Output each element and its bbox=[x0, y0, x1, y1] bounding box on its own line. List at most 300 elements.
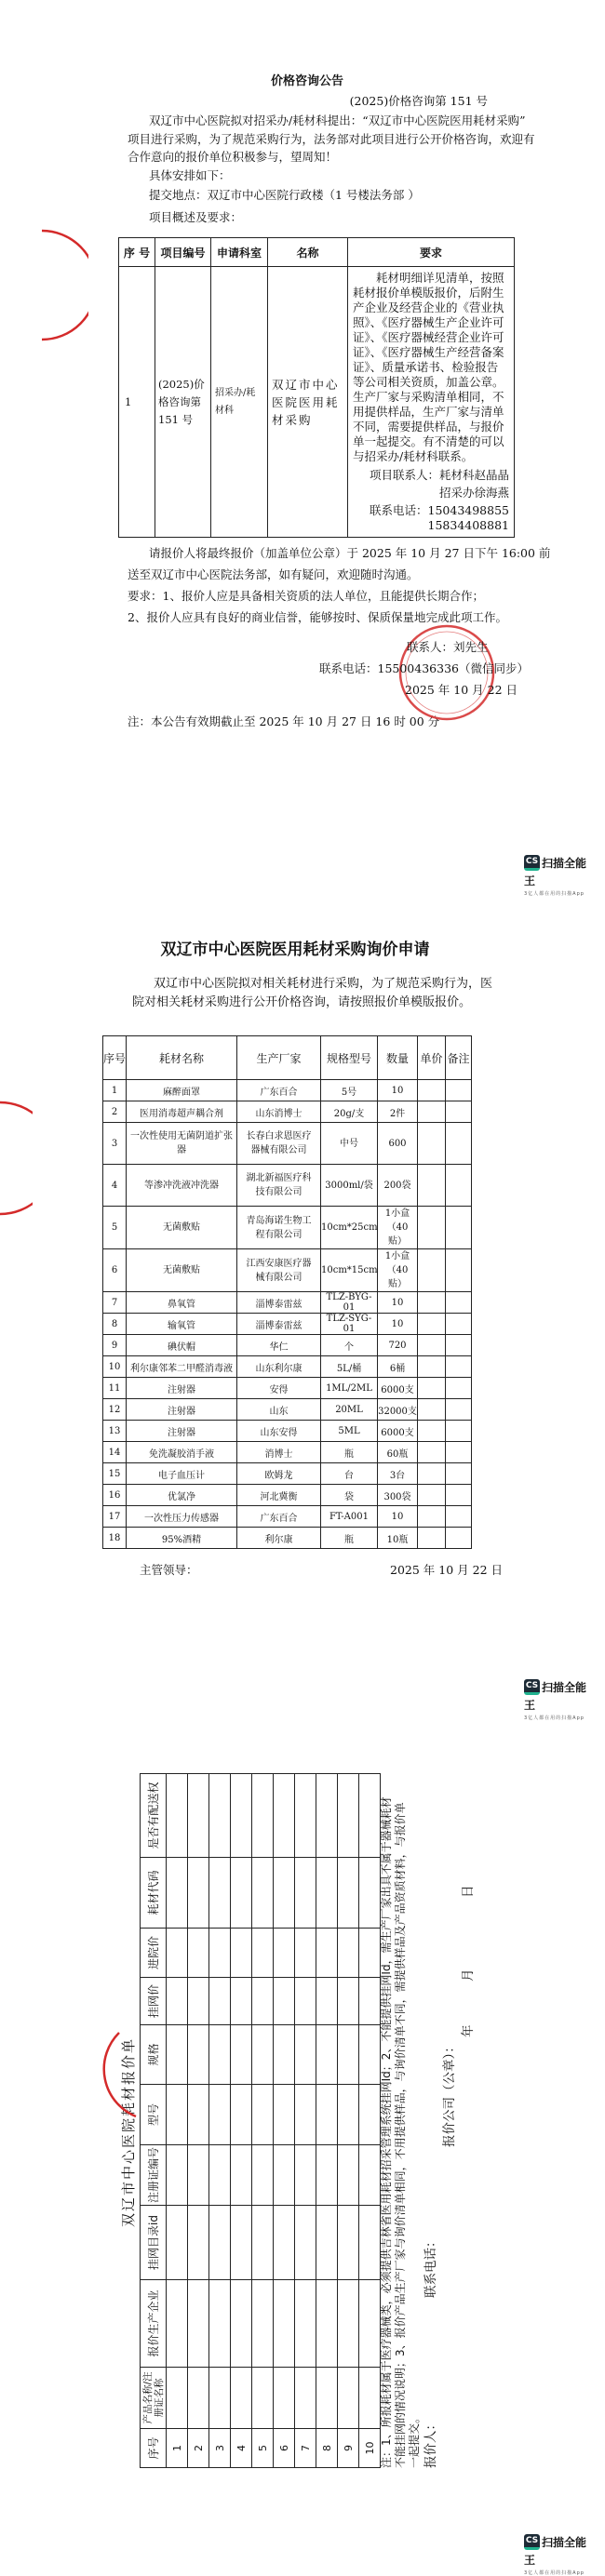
cell-quantity: 720 bbox=[378, 1335, 418, 1356]
cell-requirement bbox=[348, 267, 515, 538]
table-row bbox=[231, 1774, 252, 2468]
cell-no: 10 bbox=[359, 2429, 381, 2468]
cell-empty[interactable] bbox=[188, 1774, 209, 1858]
requirement-1: 要求：1、报价人应是具备相关资质的法人单位，且能提供长期合作； bbox=[128, 589, 484, 603]
deadline-line: 请报价人将最终报价（加盖单位公章）于 2025 年 10 月 27 日下午 16:00 前 bbox=[149, 546, 551, 560]
cell-empty[interactable] bbox=[274, 2280, 295, 2368]
camscanner-watermark bbox=[524, 2532, 597, 2576]
contact-person: 联系人：刘先生 bbox=[407, 640, 489, 654]
cell-empty[interactable] bbox=[295, 2025, 316, 2085]
cell-empty[interactable] bbox=[167, 1978, 188, 2025]
quotation-notes bbox=[380, 1796, 422, 2468]
table-row bbox=[188, 1774, 209, 2468]
cell-name: 电子血压计 bbox=[127, 1463, 237, 1485]
cell-empty[interactable] bbox=[359, 2206, 381, 2280]
cell-no: 6 bbox=[274, 2429, 295, 2468]
cell-remark bbox=[446, 1442, 472, 1463]
cell-empty[interactable] bbox=[359, 2368, 381, 2429]
table-row bbox=[103, 1506, 472, 1528]
cell-name: 等渗冲洗液冲洗器 bbox=[127, 1165, 237, 1207]
header-cell: 规格 bbox=[141, 2025, 167, 2085]
camscanner-watermark bbox=[524, 1677, 597, 1721]
cell-spec: 20ML bbox=[321, 1399, 378, 1421]
cell-unit-price bbox=[418, 1442, 446, 1463]
page-3-quotation-form bbox=[114, 1768, 486, 2475]
header-cell: 生产厂家 bbox=[237, 1036, 321, 1080]
cell-empty[interactable] bbox=[274, 2025, 295, 2085]
cell-unit-price bbox=[418, 1249, 446, 1292]
cell-remark bbox=[446, 1378, 472, 1399]
cell-empty[interactable] bbox=[338, 1774, 359, 1858]
page-title: 价格咨询公告 bbox=[270, 74, 343, 88]
cell-quantity: 10 bbox=[378, 1080, 418, 1101]
overview-heading: 项目概述及要求： bbox=[149, 210, 243, 224]
cell-no: 8 bbox=[103, 1314, 127, 1335]
intro-line: 项目进行采购，为了规范采购行为，法务部对此项目进行公开价格咨询，欢迎有 bbox=[128, 132, 535, 146]
phone-line: 联系电话：15043498855 bbox=[370, 503, 509, 517]
cell-spec: 20g/支 bbox=[321, 1101, 378, 1123]
cell-name: 麻醉面罩 bbox=[127, 1080, 237, 1101]
cell-remark bbox=[446, 1080, 472, 1101]
cell-no: 11 bbox=[103, 1378, 127, 1399]
deadline-line: 送至双辽市中心医院法务部，如有疑问，欢迎随时沟通。 bbox=[128, 567, 419, 581]
cell-empty[interactable] bbox=[231, 2085, 252, 2145]
validity-note: 注：本公告有效期截止至 2025 年 10 月 27 日 16 时 00 分 bbox=[128, 714, 440, 728]
intro-line: 合作意向的报价单位积极参与，望周知！ bbox=[128, 150, 338, 164]
cell-empty[interactable] bbox=[209, 2280, 231, 2368]
cell-empty[interactable] bbox=[188, 2206, 209, 2280]
header-cell: 备注 bbox=[446, 1036, 472, 1080]
cell-manufacturer: 青岛海诺生物工程有限公司 bbox=[237, 1207, 321, 1249]
contact-line: 招采办徐海燕 bbox=[438, 486, 509, 500]
cell-spec: TLZ-SYG-01 bbox=[321, 1314, 378, 1335]
cell-manufacturer: 淄博泰雷兹 bbox=[237, 1292, 321, 1314]
cell-empty[interactable] bbox=[231, 1774, 252, 1858]
cell-empty[interactable] bbox=[295, 2206, 316, 2280]
camscanner-logo-icon: CS bbox=[524, 1679, 540, 1695]
table-row bbox=[103, 1101, 472, 1123]
cell-quantity: 6桶 bbox=[378, 1356, 418, 1378]
cell-empty[interactable] bbox=[274, 2145, 295, 2206]
table-row bbox=[103, 1123, 472, 1165]
cell-empty[interactable] bbox=[188, 1929, 209, 1978]
watermark-tagline: 3亿人都在用的扫描App bbox=[524, 891, 585, 897]
cell-no: 1 bbox=[167, 2429, 188, 2468]
cell-no: 4 bbox=[231, 2429, 252, 2468]
cell-name: 无菌敷贴 bbox=[127, 1207, 237, 1249]
cell-empty[interactable] bbox=[231, 1929, 252, 1978]
cell-empty[interactable] bbox=[209, 2368, 231, 2429]
cell-quantity: 60瓶 bbox=[378, 1442, 418, 1463]
cell-remark bbox=[446, 1335, 472, 1356]
cell-empty[interactable] bbox=[231, 1858, 252, 1929]
page-2-body-flow bbox=[0, 1035, 605, 1581]
cell-unit-price bbox=[418, 1463, 446, 1485]
cell-empty[interactable] bbox=[359, 1774, 381, 1858]
cell-empty[interactable] bbox=[295, 1774, 316, 1858]
project-table bbox=[118, 237, 515, 538]
cell-unit-price bbox=[418, 1207, 446, 1249]
cell-no: 1 bbox=[103, 1080, 127, 1101]
cell-empty[interactable] bbox=[167, 1774, 188, 1858]
cell-name: 医用消毒超声耦合剂 bbox=[127, 1101, 237, 1123]
cell-no: 14 bbox=[103, 1442, 127, 1463]
cell-quantity: 10 bbox=[378, 1292, 418, 1314]
table-row bbox=[103, 1292, 472, 1314]
cell-empty[interactable] bbox=[338, 1978, 359, 2025]
cell-empty[interactable] bbox=[167, 2368, 188, 2429]
cell-spec: 中号 bbox=[321, 1123, 378, 1165]
cell-no: 5 bbox=[103, 1207, 127, 1249]
cell-no: 5 bbox=[252, 2429, 274, 2468]
cell-empty[interactable] bbox=[252, 2085, 274, 2145]
intro-line: 院对相关耗材采购进行公开价格咨询，请按照报价单模版报价。 bbox=[132, 995, 472, 1009]
cell-remark bbox=[446, 1421, 472, 1442]
cell-empty[interactable] bbox=[316, 2206, 338, 2280]
intro-line: 双辽市中心医院拟对相关耗材进行采购，为了规范采购行为，医 bbox=[154, 977, 493, 991]
cell-name: 免洗凝胶消手液 bbox=[127, 1442, 237, 1463]
header-cell: 挂网价 bbox=[141, 1978, 167, 2025]
cell-name: 注射器 bbox=[127, 1378, 237, 1399]
cell-unit-price bbox=[418, 1485, 446, 1506]
cell-empty[interactable] bbox=[274, 2085, 295, 2145]
cell-empty[interactable] bbox=[274, 1774, 295, 1858]
cell-empty[interactable] bbox=[274, 1978, 295, 2025]
requirement-2: 2、报价人应具有良好的商业信誉，能够按时、保质保量地完成此项工作。 bbox=[128, 610, 507, 624]
table-row bbox=[103, 1335, 472, 1356]
cell-manufacturer: 消博士 bbox=[237, 1442, 321, 1463]
inquiry-date: 2025 年 10 月 22 日 bbox=[390, 1563, 503, 1577]
cell-empty[interactable] bbox=[359, 2085, 381, 2145]
cell-no: 12 bbox=[103, 1399, 127, 1421]
page-1-body-flow bbox=[0, 237, 605, 730]
header-dept: 申请科室 bbox=[211, 238, 268, 267]
cell-empty[interactable] bbox=[359, 2025, 381, 2085]
cell-spec: 袋 bbox=[321, 1485, 378, 1506]
cell-unit-price bbox=[418, 1399, 446, 1421]
cell-quantity: 600 bbox=[378, 1123, 418, 1165]
cell-empty[interactable] bbox=[167, 2145, 188, 2206]
cell-remark bbox=[446, 1101, 472, 1123]
table-row bbox=[103, 1528, 472, 1549]
cell-empty[interactable] bbox=[252, 1858, 274, 1929]
contact-phone: 联系电话：15500436336（微信同步） bbox=[319, 661, 529, 675]
cell-empty[interactable] bbox=[167, 1858, 188, 1929]
cell-empty[interactable] bbox=[338, 2085, 359, 2145]
header-cell: 数量 bbox=[378, 1036, 418, 1080]
cell-unit-price bbox=[418, 1101, 446, 1123]
cell-empty[interactable] bbox=[338, 2145, 359, 2206]
table-row bbox=[274, 1774, 295, 2468]
cell-empty[interactable] bbox=[274, 2206, 295, 2280]
header-cell: 报价生产企业 bbox=[141, 2280, 167, 2368]
cell-empty[interactable] bbox=[359, 1929, 381, 1978]
table-row bbox=[103, 1421, 472, 1442]
table-row bbox=[359, 1774, 381, 2468]
cell-empty[interactable] bbox=[295, 2368, 316, 2429]
cell-empty[interactable] bbox=[316, 1858, 338, 1929]
table-row bbox=[119, 267, 515, 538]
table-row bbox=[103, 1378, 472, 1399]
cell-empty[interactable] bbox=[252, 2145, 274, 2206]
cell-unit-price bbox=[418, 1421, 446, 1442]
table-row bbox=[103, 1442, 472, 1463]
cell-spec: 个 bbox=[321, 1335, 378, 1356]
cell-empty[interactable] bbox=[295, 2085, 316, 2145]
cell-empty[interactable] bbox=[338, 2280, 359, 2368]
cell-manufacturer: 利尔康 bbox=[237, 1528, 321, 1549]
header-requirement: 要求 bbox=[348, 238, 515, 267]
cell-empty[interactable] bbox=[188, 2085, 209, 2145]
note-line: 注：1、所报耗材属于医疗器械类，必须提供吉林省医用耗材招采管理系统挂网Id；2、不能提供挂网Id，需生产厂家出具不属于器械耗材 bbox=[380, 1796, 393, 2468]
cell-empty[interactable] bbox=[231, 2206, 252, 2280]
cell-manufacturer: 山东 bbox=[237, 1399, 321, 1421]
cell-quantity: 1小盒（40贴） bbox=[378, 1207, 418, 1249]
cell-remark bbox=[446, 1463, 472, 1485]
cell-unit-price bbox=[418, 1378, 446, 1399]
cell-empty[interactable] bbox=[252, 2206, 274, 2280]
cell-no: 2 bbox=[103, 1101, 127, 1123]
cell-empty[interactable] bbox=[209, 1774, 231, 1858]
cell-empty[interactable] bbox=[188, 2368, 209, 2429]
cell-no: 3 bbox=[103, 1123, 127, 1165]
cell-manufacturer: 广东百合 bbox=[237, 1080, 321, 1101]
cell-name: 注射器 bbox=[127, 1399, 237, 1421]
cell-no: 7 bbox=[103, 1292, 127, 1314]
header-cell: 规格型号 bbox=[321, 1036, 378, 1080]
cell-no: 9 bbox=[103, 1335, 127, 1356]
header-cell: 产品名称/注册证名称 bbox=[141, 2368, 167, 2429]
cell-name: 输氧管 bbox=[127, 1314, 237, 1335]
cell-empty[interactable] bbox=[188, 2280, 209, 2368]
submission-location: 提交地点：双辽市中心医院行政楼（1 号楼法务部 ） bbox=[149, 188, 420, 202]
watermark-tagline: 3亿人都在用的扫描App bbox=[524, 1715, 585, 1721]
note-line: 一起提交。 bbox=[408, 2411, 421, 2468]
cell-manufacturer: 湖北新福医疗科技有限公司 bbox=[237, 1165, 321, 1207]
cell-spec: 10cm*15cm bbox=[321, 1249, 378, 1292]
cell-no: 16 bbox=[103, 1485, 127, 1506]
camscanner-logo-icon: CS bbox=[524, 2534, 540, 2550]
header-cell: 单价 bbox=[418, 1036, 446, 1080]
cell-empty[interactable] bbox=[316, 2025, 338, 2085]
camscanner-watermark bbox=[524, 853, 597, 897]
announcement-date: 2025 年 10 月 22 日 bbox=[405, 683, 518, 697]
cell-empty[interactable] bbox=[167, 2206, 188, 2280]
cell-no: 7 bbox=[295, 2429, 316, 2468]
cell-empty[interactable] bbox=[274, 2368, 295, 2429]
header-cell: 型号 bbox=[141, 2085, 167, 2145]
cell-unit-price bbox=[418, 1335, 446, 1356]
cell-unit-price bbox=[418, 1292, 446, 1314]
cell-quantity: 6000支 bbox=[378, 1378, 418, 1399]
cell-quantity: 300袋 bbox=[378, 1485, 418, 1506]
cell-empty[interactable] bbox=[274, 1929, 295, 1978]
cell-empty[interactable] bbox=[188, 1978, 209, 2025]
table-row bbox=[103, 1080, 472, 1101]
table-row bbox=[103, 1356, 472, 1378]
cell-remark bbox=[446, 1292, 472, 1314]
cell-empty[interactable] bbox=[316, 1774, 338, 1858]
cell-empty[interactable] bbox=[252, 1978, 274, 2025]
cell-empty[interactable] bbox=[231, 2025, 252, 2085]
cell-empty[interactable] bbox=[209, 2025, 231, 2085]
cell-spec: 台 bbox=[321, 1463, 378, 1485]
table-row bbox=[209, 1774, 231, 2468]
cell-manufacturer: 山东消博士 bbox=[237, 1101, 321, 1123]
cell-empty[interactable] bbox=[252, 2280, 274, 2368]
cell-remark bbox=[446, 1165, 472, 1207]
cell-name: 95%酒精 bbox=[127, 1528, 237, 1549]
header-cell: 耗材名称 bbox=[127, 1036, 237, 1080]
page-title: 双辽市中心医院医用耗材采购询价申请 bbox=[160, 941, 430, 959]
cell-empty[interactable] bbox=[188, 2145, 209, 2206]
supervisor-label: 主管领导： bbox=[140, 1563, 198, 1577]
header-cell: 注册证编号 bbox=[141, 2145, 167, 2206]
cell-unit-price bbox=[418, 1528, 446, 1549]
cell-empty[interactable] bbox=[316, 2280, 338, 2368]
cell-no: 8 bbox=[316, 2429, 338, 2468]
cell-empty[interactable] bbox=[209, 2085, 231, 2145]
cell-no: 13 bbox=[103, 1421, 127, 1442]
cell-no: 18 bbox=[103, 1528, 127, 1549]
cell-unit-price bbox=[418, 1356, 446, 1378]
cell-empty[interactable] bbox=[295, 2145, 316, 2206]
cell-empty[interactable] bbox=[295, 1929, 316, 1978]
cell-remark bbox=[446, 1399, 472, 1421]
cell-project-no: (2025)价格咨询第 151 号 bbox=[155, 267, 211, 538]
cell-empty[interactable] bbox=[359, 2280, 381, 2368]
cell-empty[interactable] bbox=[338, 1929, 359, 1978]
cell-remark bbox=[446, 1249, 472, 1292]
cell-empty[interactable] bbox=[316, 2085, 338, 2145]
header-cell: 进院价 bbox=[141, 1929, 167, 1978]
cell-empty[interactable] bbox=[295, 1978, 316, 2025]
intro-line: 双辽市中心医院拟对招采办/耗材科提出：“双辽市中心医院医用耗材采购” bbox=[149, 113, 526, 127]
watermark-name: 扫描全能王 bbox=[524, 2536, 587, 2567]
consumables-table bbox=[102, 1035, 472, 1549]
cell-empty[interactable] bbox=[295, 1858, 316, 1929]
cell-name: 双辽市中心医院医用耗材采购 bbox=[268, 267, 348, 538]
cell-spec: 5L/桶 bbox=[321, 1356, 378, 1378]
cell-remark bbox=[446, 1123, 472, 1165]
cell-empty[interactable] bbox=[274, 1858, 295, 1929]
cell-spec: 5ML bbox=[321, 1421, 378, 1442]
cell-empty[interactable] bbox=[316, 1929, 338, 1978]
cell-empty[interactable] bbox=[231, 2280, 252, 2368]
arrangement-heading: 具体安排如下： bbox=[149, 168, 231, 182]
cell-spec: TLZ-BYG-01 bbox=[321, 1292, 378, 1314]
cell-empty[interactable] bbox=[252, 2025, 274, 2085]
watermark-name: 扫描全能王 bbox=[524, 857, 587, 888]
table-row bbox=[103, 1399, 472, 1421]
month-label: 月 bbox=[461, 1969, 476, 1982]
cell-empty[interactable] bbox=[338, 1858, 359, 1929]
cell-empty[interactable] bbox=[231, 2368, 252, 2429]
cell-manufacturer: 山东利尔康 bbox=[237, 1356, 321, 1378]
cell-unit-price bbox=[418, 1314, 446, 1335]
cell-no: 3 bbox=[209, 2429, 231, 2468]
cell-name: 碘伏帽 bbox=[127, 1335, 237, 1356]
cell-empty[interactable] bbox=[167, 1929, 188, 1978]
cell-empty[interactable] bbox=[316, 1978, 338, 2025]
cell-unit-price bbox=[418, 1123, 446, 1165]
header-name: 名称 bbox=[268, 238, 348, 267]
cell-empty[interactable] bbox=[209, 1978, 231, 2025]
cell-spec: 5号 bbox=[321, 1080, 378, 1101]
cell-empty[interactable] bbox=[231, 2145, 252, 2206]
quotation-table bbox=[140, 1773, 381, 2468]
cell-empty[interactable] bbox=[167, 2280, 188, 2368]
cell-name: 鼻氧管 bbox=[127, 1292, 237, 1314]
cell-empty[interactable] bbox=[167, 2085, 188, 2145]
header-cell: 挂网目录id bbox=[141, 2206, 167, 2280]
cell-name: 优氯净 bbox=[127, 1485, 237, 1506]
cell-empty[interactable] bbox=[252, 2368, 274, 2429]
cell-name: 注射器 bbox=[127, 1421, 237, 1442]
cell-empty[interactable] bbox=[188, 2025, 209, 2085]
cell-spec: 瓶 bbox=[321, 1442, 378, 1463]
cell-empty[interactable] bbox=[316, 2368, 338, 2429]
cell-empty[interactable] bbox=[231, 1978, 252, 2025]
table-row bbox=[103, 1249, 472, 1292]
table-row bbox=[338, 1774, 359, 2468]
cell-empty[interactable] bbox=[359, 1858, 381, 1929]
cell-name: 利尔康邻苯二甲醛消毒液 bbox=[127, 1356, 237, 1378]
cell-empty[interactable] bbox=[209, 1858, 231, 1929]
signature-row bbox=[0, 1562, 605, 1581]
cell-empty[interactable] bbox=[188, 1858, 209, 1929]
cell-quantity: 1小盒（40贴） bbox=[378, 1249, 418, 1292]
cell-name: 一次性使用无菌阴道扩张器 bbox=[127, 1123, 237, 1165]
cell-manufacturer: 山东安得 bbox=[237, 1421, 321, 1442]
cell-remark bbox=[446, 1207, 472, 1249]
cell-empty[interactable] bbox=[338, 2025, 359, 2085]
header-cell: 序号 bbox=[141, 2429, 167, 2468]
cell-empty[interactable] bbox=[359, 1978, 381, 2025]
table-row bbox=[103, 1463, 472, 1485]
cell-empty[interactable] bbox=[252, 1774, 274, 1858]
table-header-row bbox=[141, 1774, 167, 2468]
cell-remark bbox=[446, 1485, 472, 1506]
cell-empty[interactable] bbox=[209, 2206, 231, 2280]
table-row bbox=[103, 1485, 472, 1506]
cell-quantity: 32000支 bbox=[378, 1399, 418, 1421]
cell-no: 2 bbox=[188, 2429, 209, 2468]
cell-empty[interactable] bbox=[167, 2025, 188, 2085]
camscanner-logo-icon: CS bbox=[524, 855, 540, 871]
cell-empty[interactable] bbox=[338, 2206, 359, 2280]
contact-block bbox=[0, 639, 605, 710]
cell-empty[interactable] bbox=[295, 2280, 316, 2368]
cell-empty[interactable] bbox=[359, 2145, 381, 2206]
cell-empty[interactable] bbox=[209, 2145, 231, 2206]
cell-empty[interactable] bbox=[209, 1929, 231, 1978]
header-cell: 序号 bbox=[103, 1036, 127, 1080]
cell-quantity: 200袋 bbox=[378, 1165, 418, 1207]
year-label: 年 bbox=[461, 2024, 476, 2037]
cell-remark bbox=[446, 1356, 472, 1378]
document-number: (2025)价格咨询第 151 号 bbox=[349, 94, 488, 108]
cell-empty[interactable] bbox=[252, 1929, 274, 1978]
cell-empty[interactable] bbox=[316, 2145, 338, 2206]
note-line: 不能挂网的情况说明；3、报价产品生产厂家与询价清单相同，不用提供样品，与询价清单不同，需提供样品及产品资质材料，与报价单 bbox=[394, 1802, 407, 2468]
cell-name: 无菌敷贴 bbox=[127, 1249, 237, 1292]
contact-line: 项目联系人：耗材科赵晶晶 bbox=[369, 468, 509, 482]
cell-spec: 10cm*25cm bbox=[321, 1207, 378, 1249]
cell-manufacturer: 广东百合 bbox=[237, 1506, 321, 1528]
requirement-text: 耗材明细详见清单，按照耗材报价单模版报价，后附生产企业及经营企业的《营业执照》、《医疗器械生产企业许可证》、《医疗器械经营企业许可证》、《医疗器械生产经营备案证》、质量承诺书、检验报告等公司相关资质，加盖公章。生产厂家与采购清单相同，不用提供样品，生产厂家与清单不同，需要提供样品，与报价单一起提交。有不清楚的可以与招采办/耗材科联系。 bbox=[353, 271, 504, 463]
cell-empty[interactable] bbox=[338, 2368, 359, 2429]
